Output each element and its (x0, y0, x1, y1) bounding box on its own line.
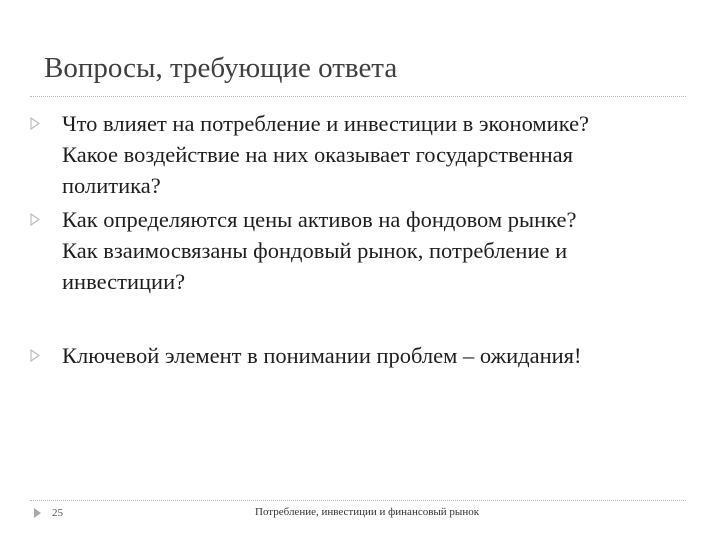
bullet-arrow-icon (30, 349, 42, 363)
footer-divider (30, 500, 686, 501)
slide-title: Вопросы, требующие ответа (44, 52, 398, 84)
bullet-arrow-icon (30, 213, 42, 227)
bullet-line: Ключевой элемент в понимании проблем – ожидания! (62, 343, 582, 368)
bullet-line: Как взаимосвязаны фондовый рынок, потребление и (62, 238, 568, 263)
bullet-text (62, 108, 692, 201)
footer-arrow-icon (33, 506, 43, 518)
bullet-line: политика? (62, 173, 161, 198)
title-divider (30, 96, 686, 97)
bullet-text (62, 340, 692, 371)
bullet-arrow-icon (30, 117, 42, 131)
bullet-line: инвестиции? (62, 269, 186, 294)
footer-text: Потребление, инвестиции и финансовый рынок (255, 506, 480, 518)
bullet-line: Какое воздействие на них оказывает государственная (62, 142, 573, 167)
bullet-line: Как определяются цены активов на фондовом рынке? (62, 207, 577, 232)
bullet-line: Что влияет на потребление и инвестиции в экономике? (62, 111, 590, 136)
page-number: 25 (52, 507, 63, 519)
bullet-text (62, 204, 692, 297)
